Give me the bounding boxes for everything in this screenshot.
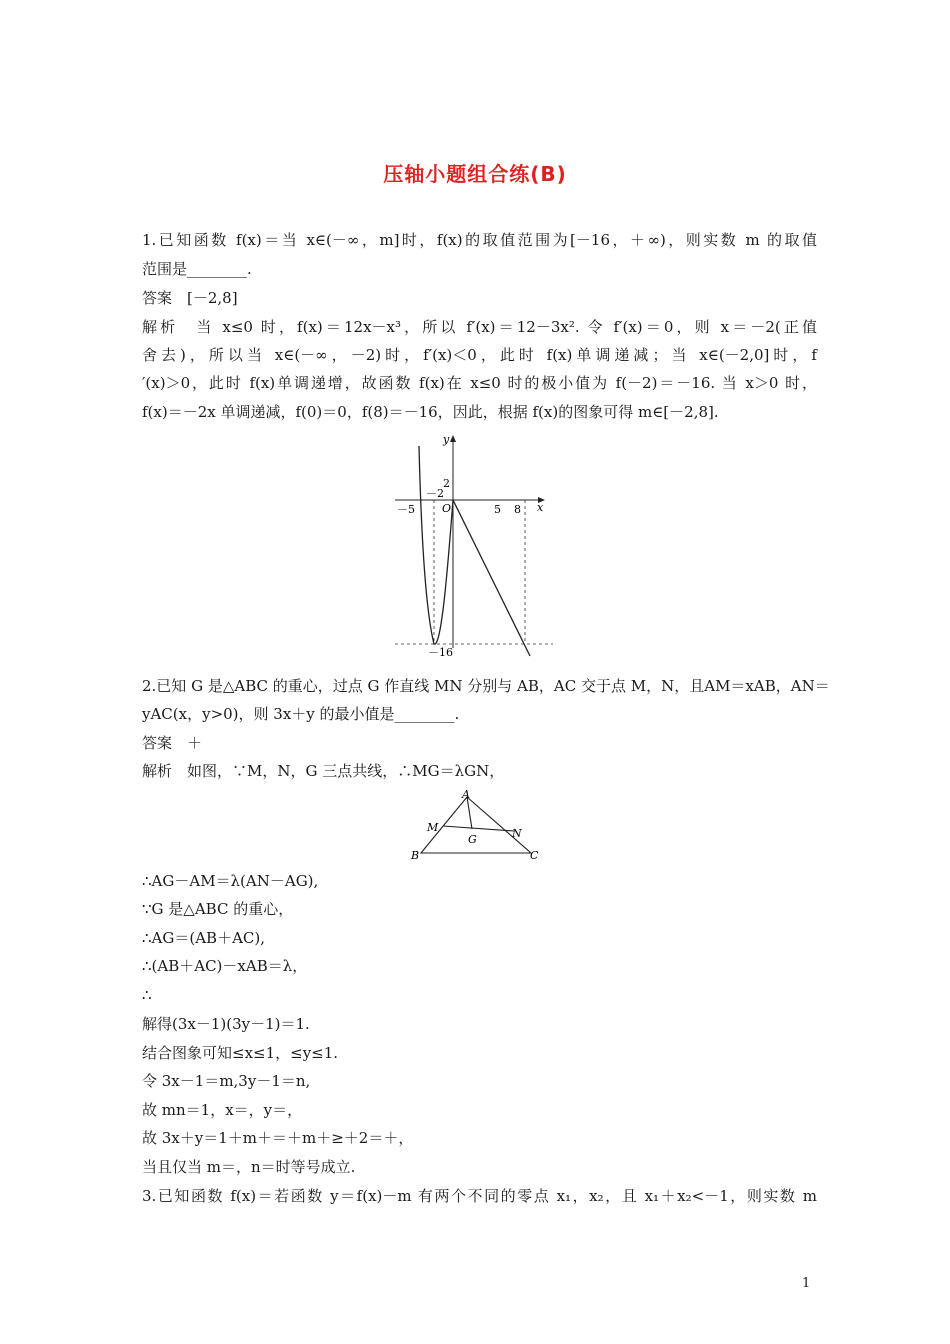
q2-step-6: 解得(3x－1)(3y－1)＝1. xyxy=(142,1015,310,1033)
q2-step-10: 故 3x＋y＝1＋m＋＝＋m＋≥＋2＝＋， xyxy=(142,1129,414,1147)
cubic-curve xyxy=(419,446,453,644)
q2-line-2: yAC(x，y>0)，则 3x＋y 的最小值是________. xyxy=(142,705,460,723)
q1-solution-4: f(x)＝－2x 单调递减，f(0)＝0，f(8)＝－16，因此，根据 f(x)的图象可得 m∈[－2,8]. xyxy=(142,403,719,421)
q2-solution-1: 解析 如图，∵M，N，G 三点共线，∴MG＝λGN， xyxy=(142,762,505,780)
label-g: G xyxy=(468,833,477,846)
y-axis-label: y xyxy=(443,433,450,446)
q3-line-1: 3.已知函数 f(x)＝若函数 y＝f(x)－m 有两个不同的零点 x₁，x₂，且 x₁＋x₂<－1，则实数 m xyxy=(142,1187,817,1205)
median-ag xyxy=(467,797,472,829)
label-n: N xyxy=(512,827,522,840)
q2-step-11: 当且仅当 m＝，n＝时等号成立. xyxy=(142,1158,356,1176)
origin-label: O xyxy=(442,502,452,515)
q2-answer: 答案 ＋ xyxy=(142,734,203,752)
triangle-figure xyxy=(405,785,555,863)
q2-step-7: 结合图象可知≤x≤1，≤y≤1. xyxy=(142,1044,339,1062)
x-axis-label: x xyxy=(537,501,544,514)
q1-solution-3: ′(x)＞0，此时 f(x)单调递增，故函数 f(x)在 x≤0 时的极小值为 f(－2)＝－16. 当 x＞0 时， xyxy=(142,374,817,392)
tick-y-2: 2 xyxy=(443,477,450,490)
tick-minus2: －2 xyxy=(426,487,444,500)
label-m: M xyxy=(427,821,439,834)
q2-step-9: 故 mn＝1，x＝，y＝， xyxy=(142,1101,303,1119)
q2-step-1: ∴AG－AM＝λ(AN－AG), xyxy=(142,872,319,890)
q2-step-2: ∵G 是△ABC 的重心， xyxy=(142,900,294,918)
y-axis-arrow xyxy=(450,435,456,442)
linear-branch xyxy=(453,500,530,656)
q2-step-8: 令 3x－1＝m,3y－1＝n, xyxy=(142,1072,311,1090)
label-c: C xyxy=(530,849,539,862)
label-a: A xyxy=(462,788,470,801)
tick-8: 8 xyxy=(514,503,521,516)
q1-solution-1: 解析 当 x≤0 时，f(x)＝12x－x³，所以 f′(x)＝12－3x². 令 f′(x)＝0，则 x＝－2(正值 xyxy=(142,318,817,336)
tick-minus5: －5 xyxy=(397,503,415,516)
q2-step-4: ∴(AB＋AC)－xAB＝λ， xyxy=(142,957,308,975)
q2-step-5: ∴ xyxy=(142,986,152,1004)
label-b: B xyxy=(411,849,420,862)
q2-step-3: ∴AG＝(AB＋AC), xyxy=(142,929,265,947)
q1-solution-2: 舍去)，所以当 x∈(－∞，－2)时，f′(x)＜0，此时 f(x)单调递减；当 x∈(－2,0]时，f xyxy=(142,346,817,364)
tick-5: 5 xyxy=(494,503,501,516)
tick-y-minus16: －16 xyxy=(428,646,453,659)
function-graph xyxy=(385,428,560,660)
page-title: 压轴小题组合练(B) xyxy=(383,162,567,186)
q2-line-1: 2.已知 G 是△ABC 的重心，过点 G 作直线 MN 分别与 AB，AC 交于点 M，N，且AM＝xAB，AN＝ xyxy=(142,677,830,695)
q1-line-2: 范围是________. xyxy=(142,260,252,278)
page-number: 1 xyxy=(802,1276,811,1291)
q1-line-1: 1.已知函数 f(x)＝当 x∈(－∞，m]时，f(x)的取值范围为[－16，＋∞)，则实数 m 的取值 xyxy=(142,231,817,249)
q1-answer: 答案 [－2,8] xyxy=(142,289,238,307)
